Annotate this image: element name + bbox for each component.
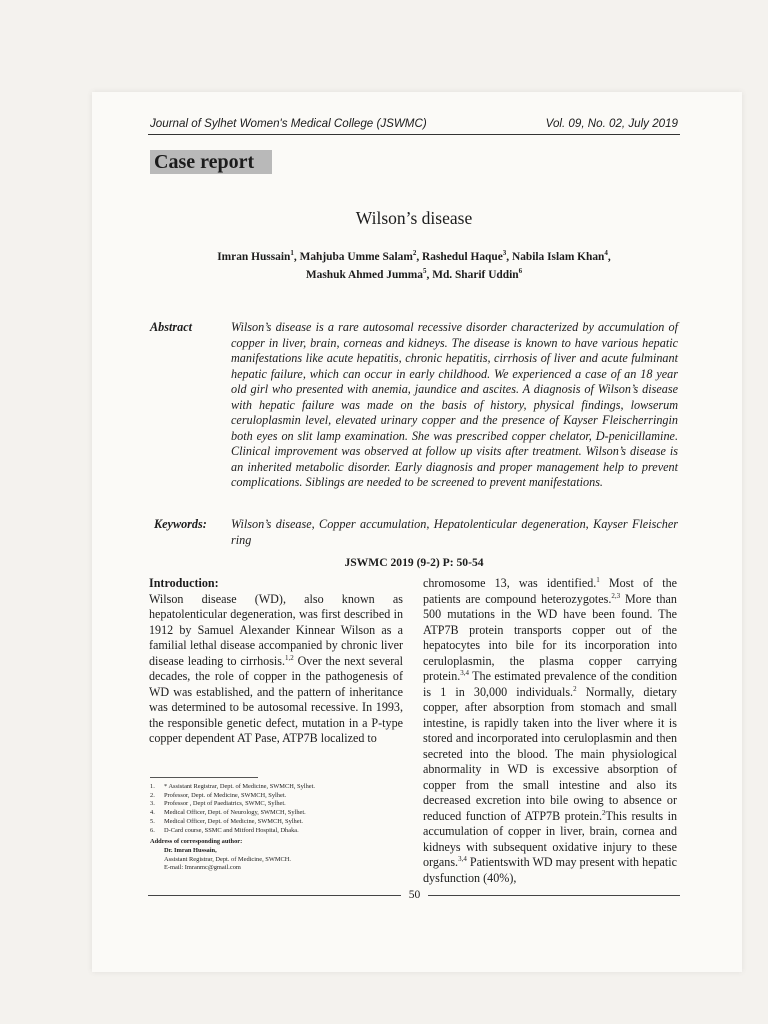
citation-reference: 2 [601, 808, 606, 817]
author-affiliation-mark: 5 [422, 267, 427, 276]
affiliation-number: 2. [150, 791, 155, 799]
affiliation-text: D-Card course, SSMC and Mitford Hospital, Dhaka. [164, 826, 299, 834]
author-affiliation-mark: 1 [290, 249, 294, 258]
author-affiliation-mark: 2 [412, 249, 417, 258]
author-name: Rashedul Haque [422, 251, 503, 263]
page-number: 50 [408, 889, 421, 901]
abstract-text: Wilson’s disease is a rare autosomal recessive disorder characterized by accumulation of copper in liver, brain, corneas and kidneys. The disease is known to have various hepatic manifestations like acute hepatitis, chronic hepatitis, cirrhosis of liver and acute fulminant hepatic failure, which can occur in early childhood. We experienced a case of an 18 year old girl who presented with anemia, jaundice and ascites. A diagnosis of Wilson’s disease with hepatic failure was made on the basis of history, physical findings, lowserum ceruloplasmin level, elevated urinary copper and the presence of Kayser Fleischerringin both eyes on slit lamp examination. She was prescribed copper chelator, D-penicillamine. Clinical improvement was observed at follow up visits after treatment. Wilson’s disease is an inherited metabolic disorder. Early diagnosis and proper management help to prevent complications. Siblings are needed to be screened to prevent manifestations. [231, 320, 678, 489]
citation-reference: 3,4 [460, 668, 470, 677]
introduction-heading: Introduction: [149, 576, 219, 590]
affiliation-number: 3. [150, 800, 155, 808]
citation-reference: 2 [573, 684, 577, 693]
citation-line: JSWMC 2019 (9-2) P: 50-54 [344, 556, 484, 569]
column-left [149, 576, 403, 747]
affiliation-text: Medical Officer, Dept. of Medicine, SWMCH, Sylhet. [164, 817, 303, 825]
header-divider [148, 134, 680, 135]
author-name: Md. Sharif Uddin [432, 269, 519, 281]
affiliation-text: Medical Officer, Dept. of Neurology, SWMCH, Sylhet. [164, 809, 306, 817]
affiliation-number: 4. [150, 809, 155, 817]
footer-rule-right [428, 895, 680, 896]
affiliation-item [150, 792, 404, 801]
affiliation-item [150, 800, 404, 809]
footnotes [150, 783, 404, 873]
author-line-2: Mashuk Ahmed Jumma$^5$, Md. Sharif Uddin$^6$ [305, 267, 523, 281]
author-name: Imran Hussain [217, 251, 291, 263]
keywords-label: Keywords: [154, 517, 207, 531]
column-right [423, 576, 677, 886]
affiliation-text: Professor , Dept of Paediatrics, SWMC, Sylhet. [164, 800, 286, 808]
author-affiliation-mark: 3 [502, 249, 507, 258]
section-label: Case report [150, 150, 272, 174]
journal-name: Journal of Sylhet Women's Medical College (JSWMC) [150, 117, 427, 130]
footer-rule-left [148, 895, 401, 896]
affiliation-number: 5. [150, 817, 155, 825]
affiliation-item [150, 818, 404, 827]
citation-reference: 2,3 [611, 591, 621, 600]
affiliation-item [150, 809, 404, 818]
citation-reference: 1 [596, 575, 600, 584]
abstract-label: Abstract [150, 320, 192, 334]
affiliation-item [150, 783, 404, 792]
address-role: Assistant Registrar, Dept. of Medicine, SWMCH. [164, 855, 292, 863]
address-name: Dr. Imran Hussain, [164, 846, 217, 854]
affiliation-number: 1. [150, 783, 155, 790]
affiliation-text: * Assistant Registrar, Dept. of Medicine, SWMCH, Sylhet. [164, 783, 315, 790]
citation-reference: 3,4 [458, 854, 467, 863]
address-heading: Address of corresponding author: [150, 838, 243, 846]
author-affiliation-mark: 4 [604, 249, 608, 258]
affiliation-item [150, 827, 404, 836]
article-title: Wilson’s disease [355, 208, 473, 228]
running-header [150, 117, 678, 130]
author-name: Mashuk Ahmed Jumma [305, 269, 423, 281]
affiliation-list [150, 783, 404, 835]
keywords-text: Wilson’s disease, Copper accumulation, Hepatolenticular degeneration, Kayser Fleischer ring [231, 517, 678, 547]
introduction-paragraph-left: Wilson disease (WD), also known as hepatolenticular degeneration, was first described in 1912 by Samuel Alexander Kinnear Wilson as a familial lethal disease accompanied by chronic liver disease leading to cirrhosis.$^{1,2}$ Over the next several decades, the role of copper in the pathogenesis of WD was established, and the pattern of inheritance was determined to be autosomal recessive. In 1993, the responsible genetic defect, mutation in a P-type copper dependent AT Pase, ATP7B localized to [149, 591, 403, 745]
author-affiliation-mark: 6 [518, 267, 523, 276]
affiliation-text: Professor, Dept. of Medicine, SWMCH, Sylhet. [164, 791, 287, 799]
affiliation-number: 6. [150, 826, 155, 834]
volume-info: Vol. 09, No. 02, July 2019 [545, 117, 678, 130]
introduction-paragraph-right: chromosome 13, was identified.$^1$ Most of the patients are compound heterozygotes.$^{2,3}$ More than 500 mutations in the WD have been found. The ATP7B protein transports copper out of the hepatocytes into bile for its incorporation into ceruloplasmin, the plasma copper carrying protein.$^{3,4}$ The estimated prevalence of the condition is 1 in 30,000 individuals.$^2$ Normally, dietary copper, after absorption from stomach and small intestine, is rapidly taken into the liver where it is stored and incorporated into ceruloplasmin and then secreted into the blood. The main physiological abnormality in WD is excessive absorption of copper from the small intestine and also its decreased excretion into bile owing to absence or reduced function of ATP7B protein.$^2$This results in accumulation of copper in liver, brain, cornea and kidneys with subsequent oxidative injury to these organs.$^{3,4}$ Patientswith WD may present with hepatic dysfunction (40%), [423, 575, 677, 885]
address-email: E-mail: Imranmc@gmail.com [164, 864, 241, 872]
author-name: Mahjuba Umme Salam [299, 251, 413, 263]
author-line-1: Imran Hussain$^1$, Mahjuba Umme Salam$^2$, Rashedul Haque$^3$, Nabila Islam Khan$^4$, [217, 249, 611, 263]
author-name: Nabila Islam Khan [511, 251, 605, 263]
author-list [148, 248, 680, 284]
footnote-divider [150, 777, 258, 778]
citation-reference: 1,2 [285, 653, 294, 662]
